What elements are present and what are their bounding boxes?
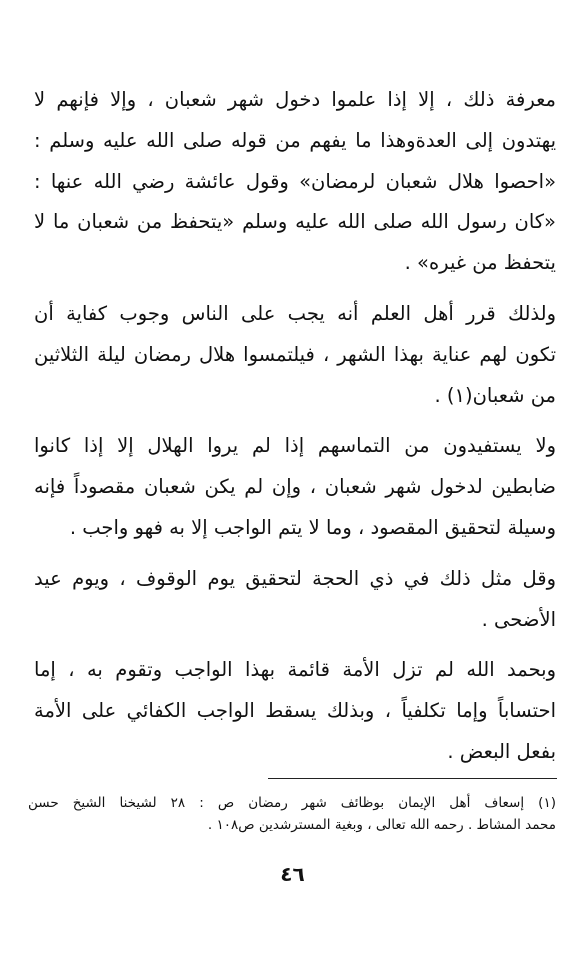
text-line: تكون لهم عناية بهذا الشهر ، فيلتمسوا هلال رمضان ليلة الثلاثين (34, 342, 556, 366)
text-line: وسيلة لتحقيق المقصود ، وما لا يتم الواجب إلا به فهو واجب . (69, 515, 556, 539)
text-line: بفعل البعض . (447, 739, 556, 763)
paragraph (34, 426, 556, 548)
paragraph-gap (34, 416, 556, 426)
text-line: من شعبان(١) . (434, 383, 556, 407)
footnote-separator (268, 778, 557, 779)
page-number: ٤٦ (280, 862, 305, 886)
text-line: ولذلك قرر أهل العلم أنه يجب على الناس وجوب كفاية أن (34, 301, 556, 325)
footnotes (28, 792, 556, 836)
paragraph (34, 559, 556, 641)
paragraph (34, 294, 556, 416)
text-line: يتحفظ من غيره» . (404, 251, 556, 275)
footnote-line: محمد المشاط . رحمه الله تعالى ، وبغية المسترشدين ص١٠٨ . (207, 817, 556, 833)
text-line: وقل مثل ذلك في ذي الحجة لتحقيق يوم الوقوف ، ويوم عيد (34, 566, 556, 590)
text-line: «احصوا هلال شعبان لرمضان» وقول عائشة رضي الله عنها : (34, 169, 556, 193)
paragraph-gap (34, 549, 556, 559)
text-line: معرفة ذلك ، إلا إذا علموا دخول شهر شعبان ، وإلا فإنهم لا (34, 88, 556, 111)
text-line: احتساباً وإما تكلفياً ، وبذلك يسقط الواجب الكفائي على الأمة (34, 699, 556, 723)
text-line: وبحمد الله لم تزل الأمة قائمة بهذا الواجب وتقوم به ، إما (34, 658, 556, 682)
text-line: يهتدون إلى العدةوهذا ما يفهم من قوله صلى الله عليه وسلم : (34, 128, 556, 152)
text-line: ضابطين لدخول شهر شعبان ، وإن لم يكن شعبان مقصوداً فإنه (34, 475, 556, 499)
paragraph (34, 650, 556, 772)
main-text (34, 80, 556, 773)
paragraph-gap (34, 284, 556, 294)
footnote-line: (١) إسعاف أهل الإيمان بوظائف شهر رمضان ص : ٢٨ لشيخنا الشيخ حسن (28, 795, 556, 811)
text-line: «كان رسول الله صلى الله عليه وسلم «يتحفظ من شعبان ما لا (34, 210, 556, 234)
paragraph-gap (34, 640, 556, 650)
paragraph (34, 80, 556, 284)
text-line: الأضحى . (481, 607, 556, 631)
text-line: ولا يستفيدون من التماسهم إذا لم يروا الهلال إلا إذا كانوا (34, 434, 556, 458)
